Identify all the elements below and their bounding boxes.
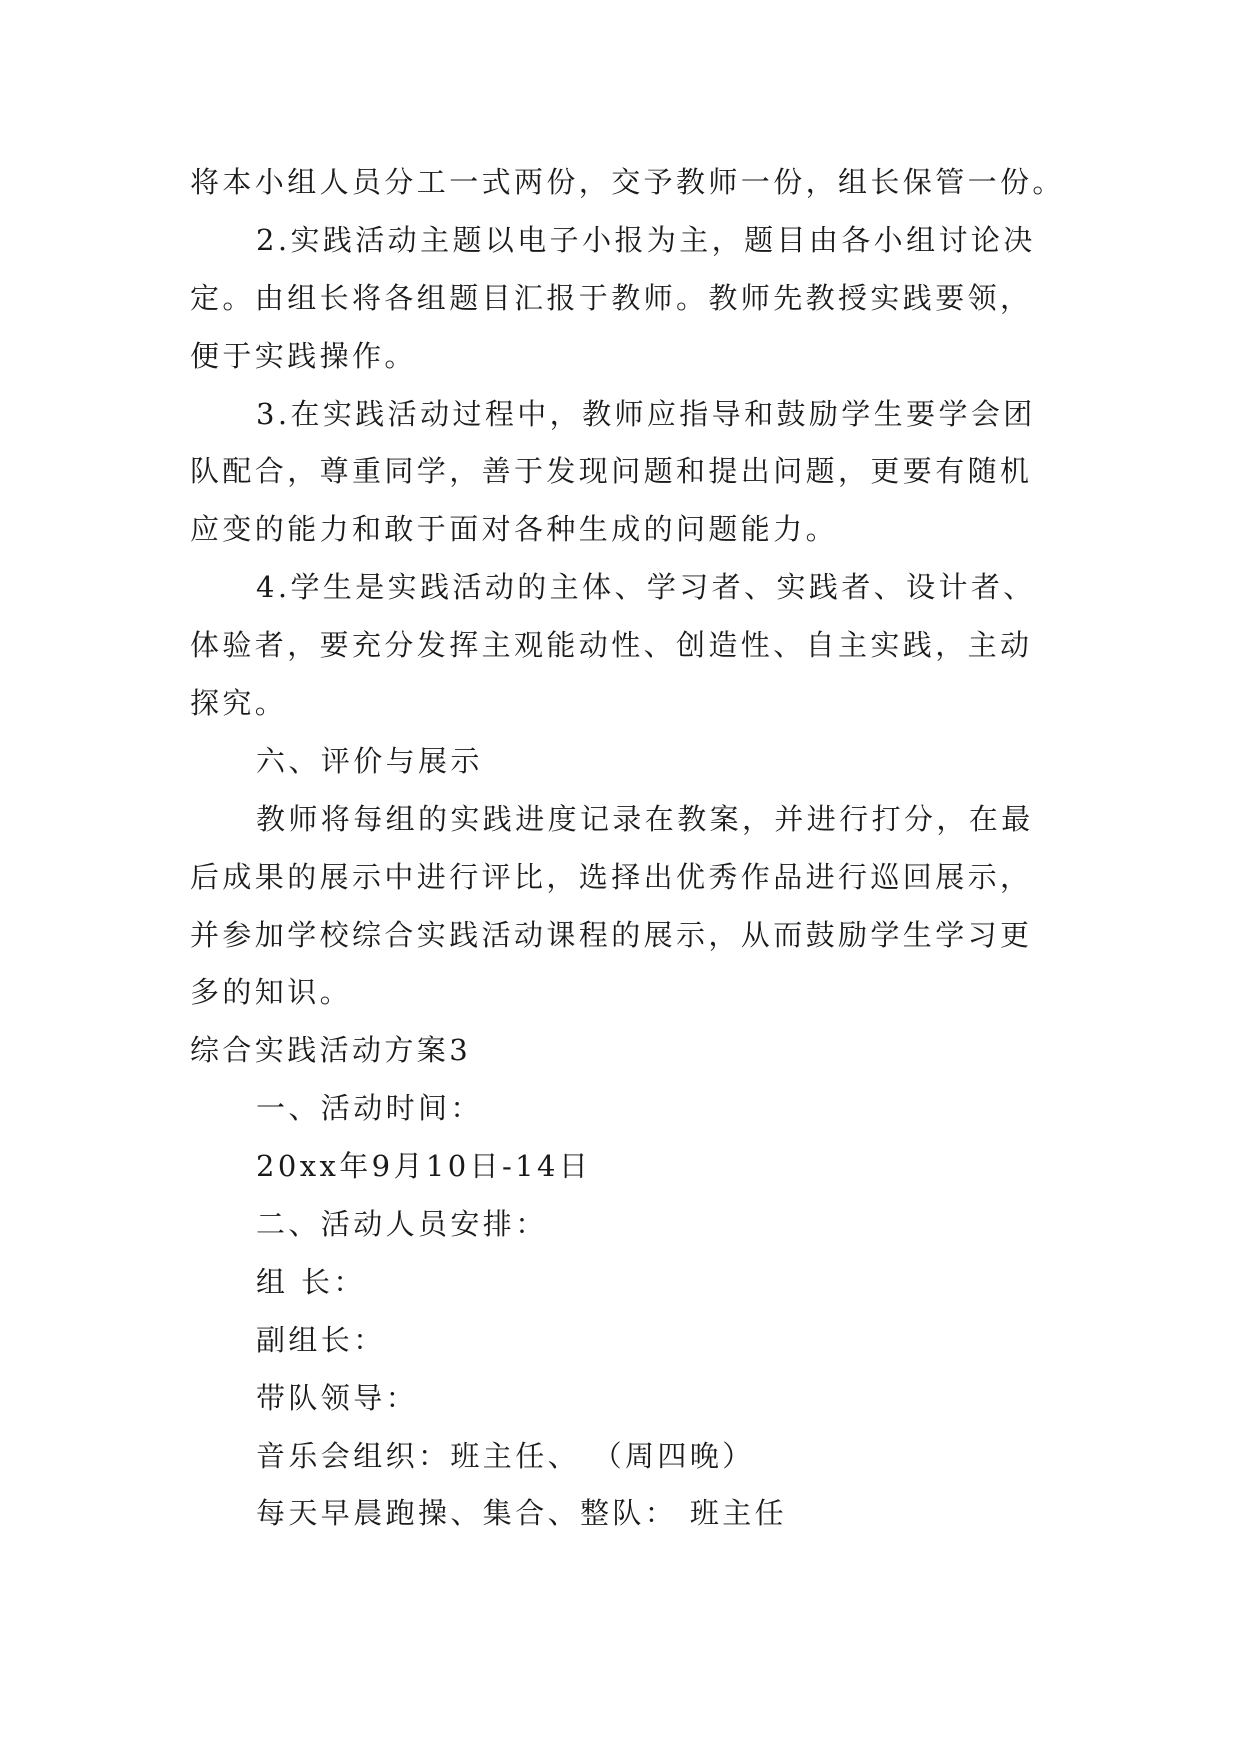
- document-body: [190, 154, 1065, 1543]
- paragraph-line: 并参加学校综合实践活动课程的展示，从而鼓励学生学习更: [190, 917, 1033, 952]
- activity-date: 20xx年9月10日-14日: [256, 1149, 592, 1184]
- paragraph-line: 后成果的展示中进行评比，选择出优秀作品进行巡回展示，: [190, 859, 1033, 894]
- section-heading: 一、活动时间：: [256, 1091, 483, 1126]
- paragraph-line: 体验者，要充分发挥主观能动性、创造性、自主实践，主动: [190, 628, 1033, 663]
- paragraph-line: 应变的能力和敢于面对各种生成的问题能力。: [190, 512, 839, 547]
- role-line: 音乐会组织：班主任、 （周四晚）: [256, 1438, 755, 1473]
- section-heading: 二、活动人员安排：: [256, 1207, 548, 1242]
- paragraph-line: 教师将每组的实践进度记录在教案，并进行打分，在最: [256, 801, 1034, 836]
- role-line: 组 长：: [256, 1264, 366, 1299]
- paragraph-line: 便于实践操作。: [190, 338, 417, 373]
- paragraph-line: 多的知识。: [190, 975, 353, 1010]
- paragraph-line: 3.在实践活动过程中，教师应指导和鼓励学生要学会团: [256, 396, 1036, 431]
- role-line: 每天早晨跑操、集合、整队： 班主任: [256, 1496, 788, 1531]
- paragraph-line: 探究。: [190, 686, 288, 721]
- role-line: 副组长：: [256, 1322, 386, 1357]
- section-heading: 六、评价与展示: [256, 743, 483, 778]
- paragraph-line: 队配合，尊重同学，善于发现问题和提出问题，更要有随机: [190, 454, 1033, 489]
- paragraph-line: 2.实践活动主题以电子小报为主，题目由各小组讨论决: [256, 222, 1036, 257]
- paragraph-line: 定。由组长将各组题目汇报于教师。教师先教授实践要领，: [190, 280, 1033, 315]
- document-title: 综合实践活动方案3: [190, 1033, 472, 1068]
- paragraph-line: 将本小组人员分工一式两份，交予教师一份，组长保管一份。: [190, 165, 1065, 199]
- paragraph-line: 4.学生是实践活动的主体、学习者、实践者、设计者、: [256, 570, 1036, 605]
- role-line: 带队领导：: [256, 1380, 419, 1415]
